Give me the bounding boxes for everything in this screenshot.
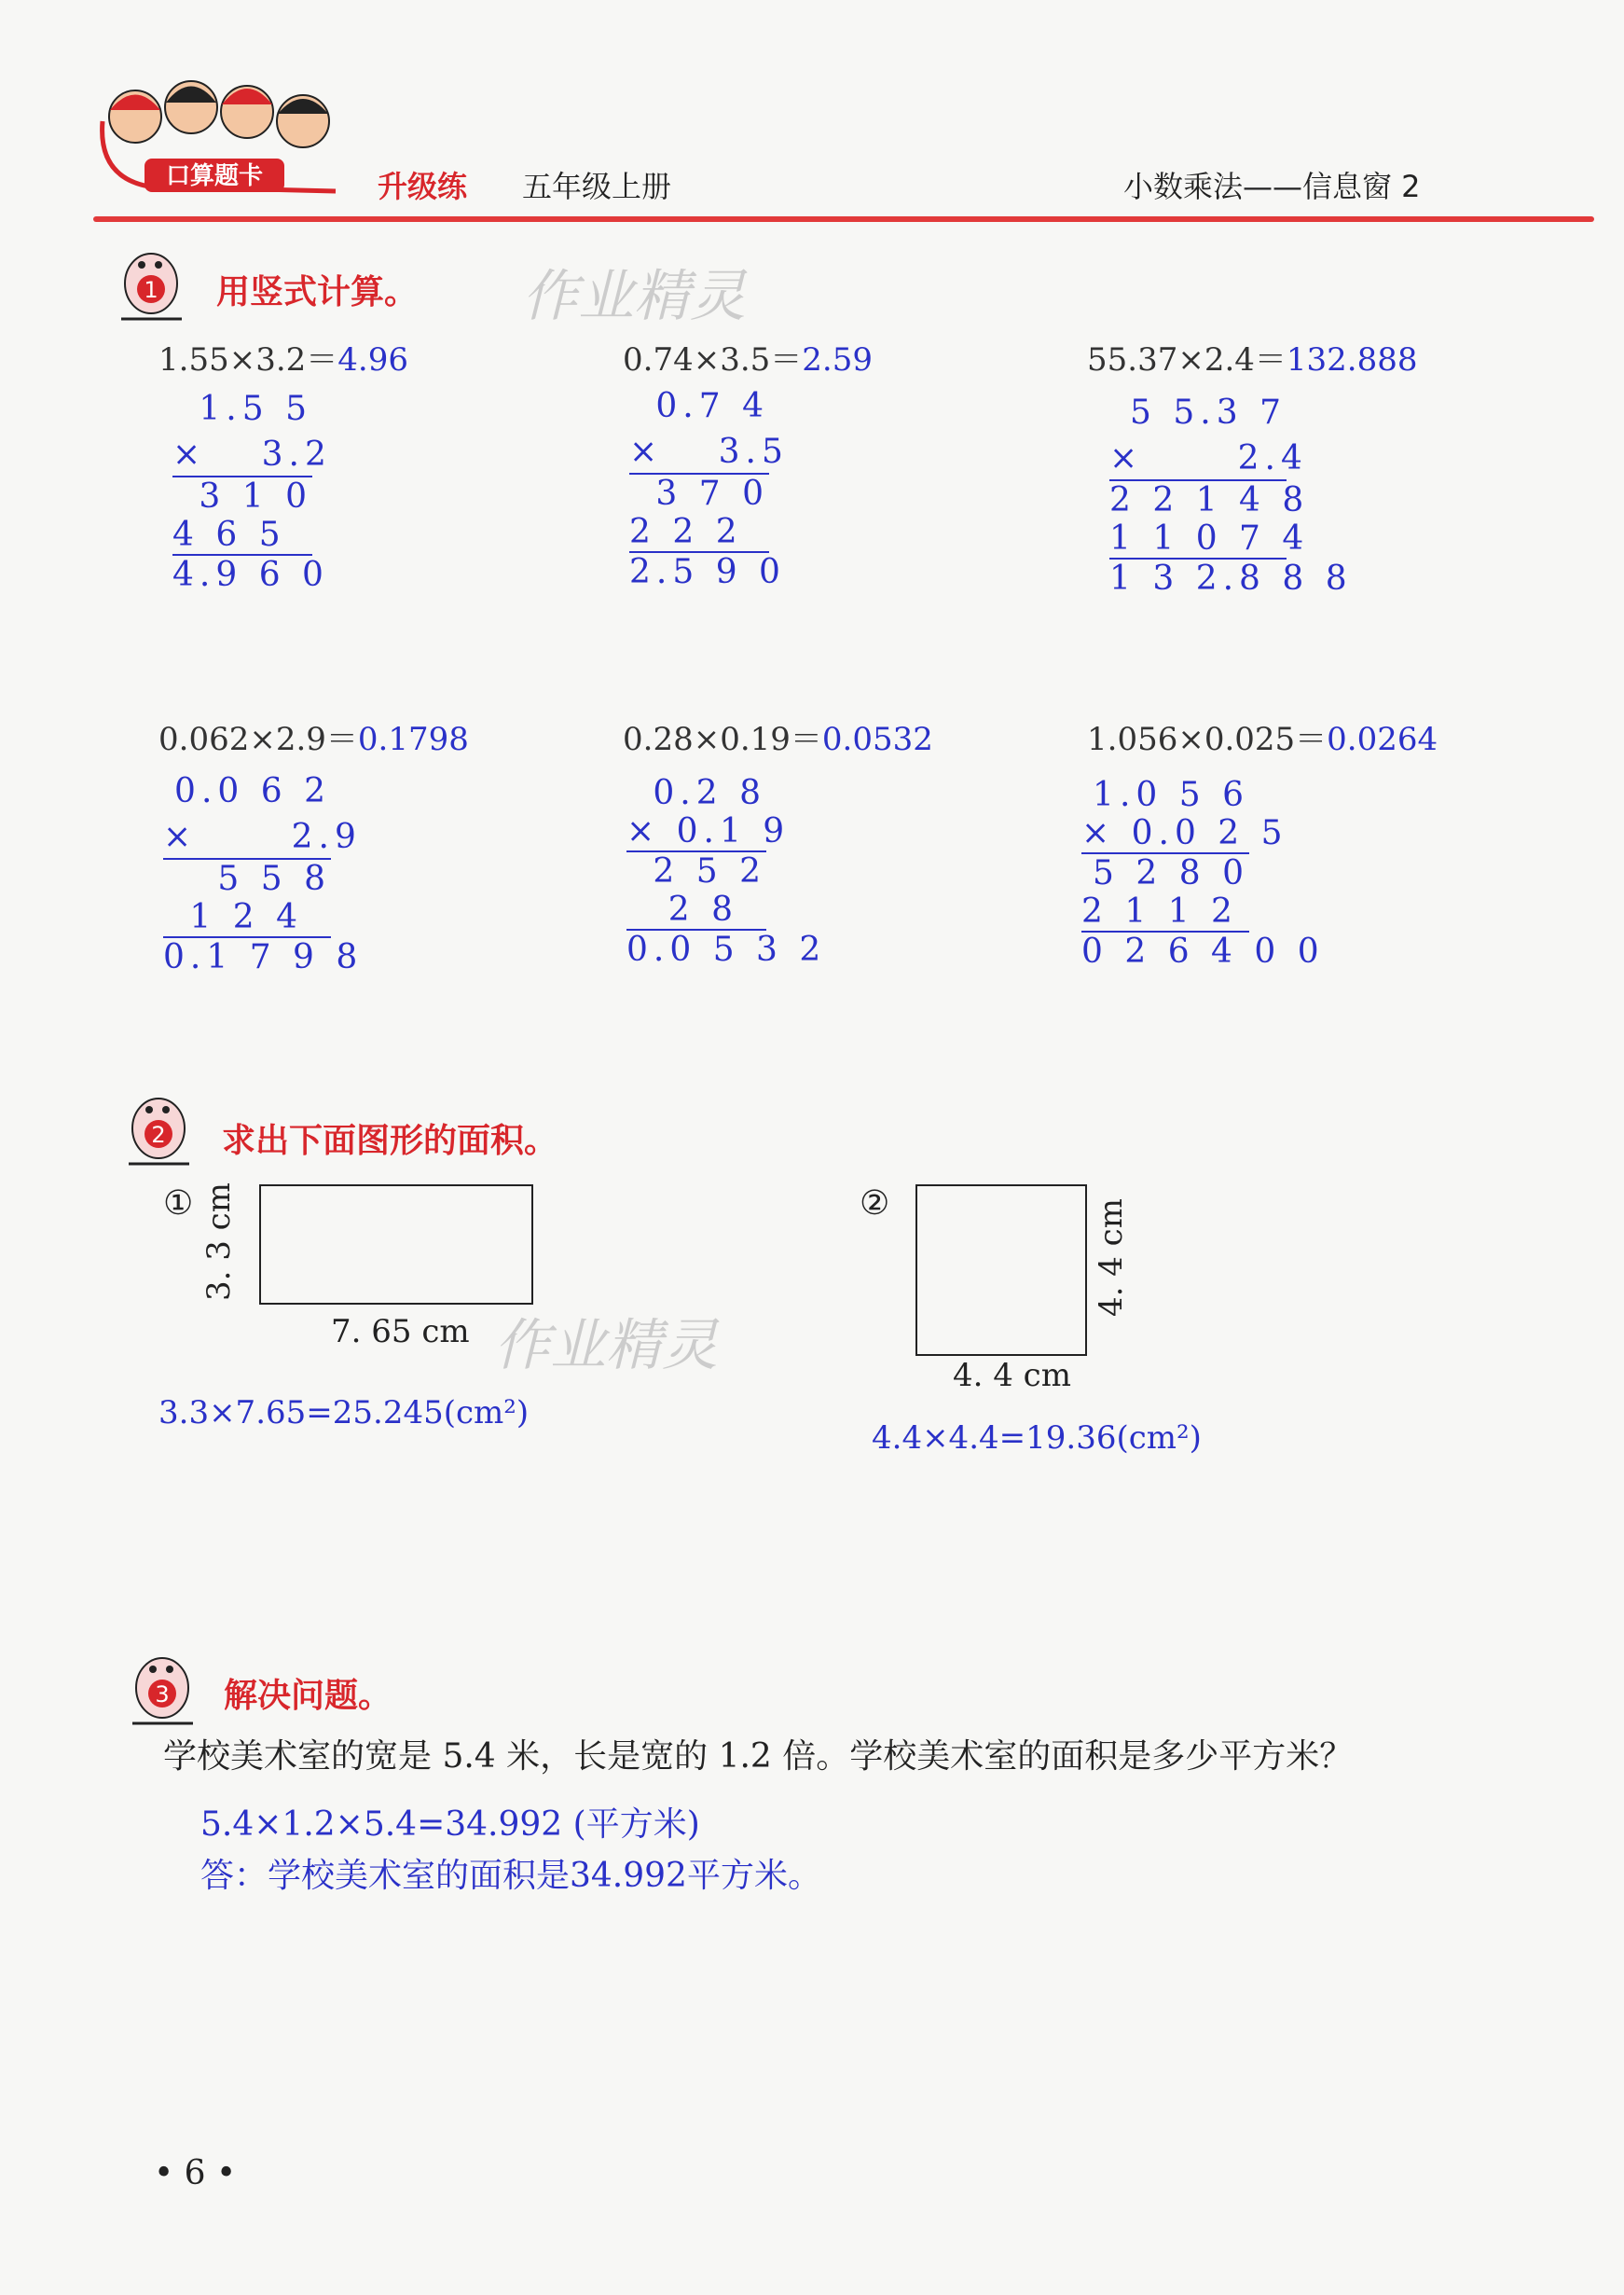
section3-title: 解决问题。: [224, 1677, 392, 1715]
calc-row: 0 2 6 4 0 0: [1081, 933, 1325, 971]
section2-title: 求出下面图形的面积。: [222, 1122, 558, 1160]
calc-row: × 0.0 2 5: [1081, 814, 1288, 852]
question-text: 学校美术室的宽是 5.4 米，长是宽的 1.2 倍。学校美术室的面积是多少平方米？: [163, 1737, 1354, 1776]
solution-work: 5.4×1.2×5.4=34.992 (平方米): [200, 1805, 700, 1844]
figure-2-label: ②: [860, 1184, 890, 1223]
calc-row: × 2.9: [163, 818, 362, 856]
calc-row: × 3.5: [629, 433, 789, 471]
page-number: • 6 •: [154, 2154, 237, 2192]
calc-row: 0.0 6 2: [174, 772, 331, 810]
calc-row: 3 1 0: [199, 477, 312, 516]
calc-row: 4 6 5: [172, 516, 286, 554]
calc-row: 5 5.3 7: [1130, 394, 1287, 432]
figure-2-height: 4. 4 cm: [1093, 1198, 1130, 1317]
svg-text:3: 3: [155, 1681, 170, 1707]
rectangle-figure: [259, 1184, 533, 1305]
figure-1-width: 7. 65 cm: [331, 1313, 470, 1350]
calc-row: 0.1 7 9 8: [163, 938, 364, 976]
svg-text:2: 2: [151, 1122, 166, 1148]
grade-label: 五年级上册: [522, 169, 672, 204]
calc-row: 1 1 0 7 4: [1109, 519, 1310, 558]
figure-1-label: ①: [163, 1184, 194, 1223]
svg-text:口算题卡: 口算题卡: [165, 162, 264, 190]
problem-3-expression: 55.37×2.4＝132.888: [1087, 341, 1418, 379]
bird-icon: [112, 244, 186, 328]
vertical-calc-1: [172, 390, 332, 594]
calc-row: 1 2 4: [189, 898, 303, 936]
calc-row: 2 2 2: [629, 513, 743, 551]
calc-row: 0.0 5 3 2: [626, 931, 827, 969]
unit-label: 小数乘法——信息窗 2: [1123, 169, 1421, 204]
svg-text:1: 1: [144, 277, 158, 303]
calc-row: 2 1 1 2: [1081, 892, 1238, 931]
figure-2-answer: 4.4×4.4=19.36(cm²): [872, 1419, 1202, 1457]
series-label: 升级练: [378, 169, 468, 204]
calc-row: 1.5 5: [199, 390, 312, 428]
solution-answer: 答：学校美术室的面积是34.992平方米。: [200, 1857, 821, 1895]
problem-4-expression: 0.062×2.9＝0.1798: [158, 721, 469, 758]
logo: [93, 65, 373, 205]
watermark: 作业精灵: [494, 1313, 718, 1378]
figure-1-height: 3. 3 cm: [200, 1182, 238, 1301]
calc-row: 2 8: [667, 891, 738, 929]
problem-5-expression: 0.28×0.19＝0.0532: [623, 721, 933, 758]
bird-icon: [119, 1089, 194, 1173]
bird-icon: [123, 1649, 198, 1733]
calc-row: 1.0 5 6: [1093, 776, 1249, 814]
figure-2-width: 4. 4 cm: [953, 1357, 1071, 1394]
calc-row: 5 2 8 0: [1093, 854, 1249, 892]
section1-title: 用竖式计算。: [216, 273, 419, 311]
calc-row: 5 5 8: [217, 860, 331, 898]
square-figure: [915, 1184, 1087, 1356]
vertical-calc-5: [626, 774, 827, 969]
vertical-calc-2: [629, 387, 789, 591]
calc-row: 2 2 1 4 8: [1109, 481, 1310, 519]
problem-1-expression: 1.55×3.2＝4.96: [158, 341, 408, 379]
problem-6-expression: 1.056×0.025＝0.0264: [1087, 721, 1438, 758]
calc-row: 0.7 4: [655, 387, 769, 425]
vertical-calc-3: [1109, 394, 1353, 598]
calc-row: 4.9 6 0: [172, 556, 329, 594]
calc-row: 1 3 2.8 8 8: [1109, 560, 1353, 598]
header-rule: [93, 216, 1594, 222]
calc-row: × 3.2: [172, 435, 332, 474]
vertical-calc-4: [163, 772, 364, 976]
calc-row: × 0.1 9: [626, 812, 791, 850]
figure-1-answer: 3.3×7.65=25.245(cm²): [158, 1394, 530, 1431]
calc-row: 2 5 2: [653, 852, 766, 891]
watermark: 作业精灵: [522, 264, 746, 329]
calc-row: 3 7 0: [655, 475, 769, 513]
calc-row: 2.5 9 0: [629, 553, 786, 591]
calc-row: 0.2 8: [653, 774, 766, 812]
calc-row: × 2.4: [1109, 439, 1308, 477]
problem-2-expression: 0.74×3.5＝2.59: [623, 341, 873, 379]
vertical-calc-6: [1081, 776, 1325, 971]
